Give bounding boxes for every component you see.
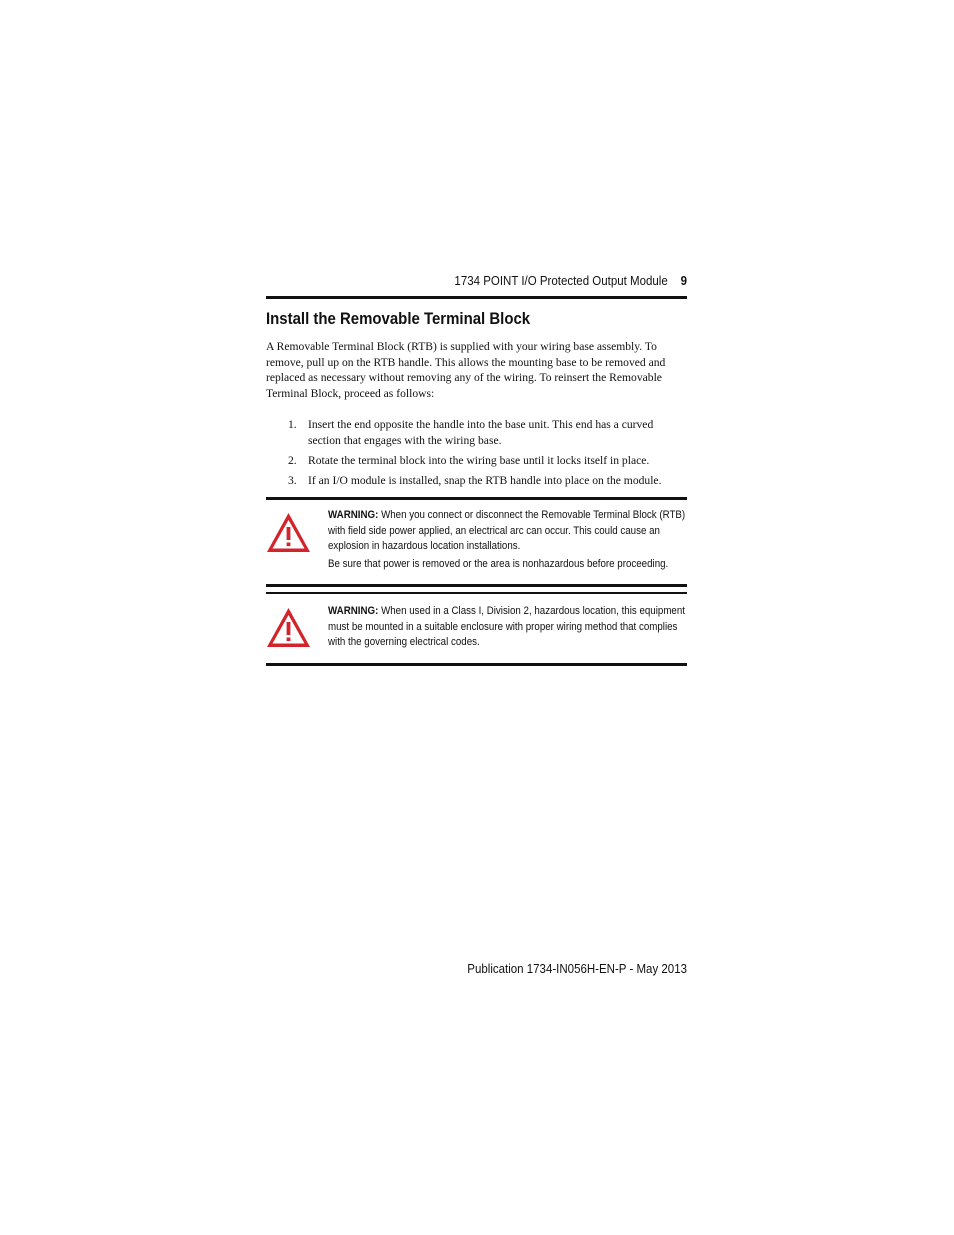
warning-message: When used in a Class I, Division 2, hazardous location, this equipment must be mounted in a suitable enclosure with proper wiring method that complies with the governing electrical codes.	[328, 605, 685, 649]
step-number: 3.	[288, 474, 297, 487]
step-text: If an I/O module is installed, snap the RTB handle into place on the module.	[308, 474, 662, 487]
publication-footer: Publication 1734-IN056H-EN-P - May 2013	[467, 962, 687, 976]
list-item	[266, 473, 687, 489]
warning-text	[328, 508, 689, 574]
step-number: 2.	[288, 454, 297, 467]
steps-list	[266, 417, 687, 493]
warning-rule-bottom	[266, 663, 687, 666]
warning-box-rtb	[266, 500, 687, 584]
warning-rule-middle	[266, 584, 687, 587]
step-text: Insert the end opposite the handle into the base unit. This end has a curved section that engages with the wiring base.	[308, 418, 654, 447]
list-item	[266, 417, 687, 449]
page-number: 9	[680, 274, 687, 288]
section-title: Install the Removable Terminal Block	[266, 309, 531, 328]
warning-box-hazardous	[266, 595, 687, 663]
step-text: Rotate the terminal block into the wiring base until it locks itself in place.	[308, 454, 650, 467]
warning-label: WARNING:	[328, 509, 379, 521]
running-title: 1734 POINT I/O Protected Output Module	[454, 274, 668, 288]
header-rule	[266, 296, 687, 299]
warning-note: Be sure that power is removed or the area is nonhazardous before proceeding.	[328, 557, 669, 570]
warning-text	[328, 604, 689, 653]
intro-paragraph: A Removable Terminal Block (RTB) is supplied with your wiring base assembly. To remove, pull up on the RTB handle. This allows the mounting base to be removed and replaced as necessary without removing any of the wiring. To reinsert the Removable Terminal Block, proceed as follows:	[266, 340, 666, 400]
running-header	[300, 274, 687, 292]
list-item	[266, 453, 687, 469]
warning-message: When you connect or disconnect the Removable Terminal Block (RTB) with field side power applied, an electrical arc can occur. This could cause an explosion in hazardous location installations.	[328, 509, 686, 553]
warning-triangle-icon	[266, 607, 311, 648]
warning-rule-separator	[266, 592, 687, 594]
warning-label: WARNING:	[328, 605, 379, 617]
warning-triangle-icon	[266, 512, 311, 553]
step-number: 1.	[288, 418, 297, 431]
